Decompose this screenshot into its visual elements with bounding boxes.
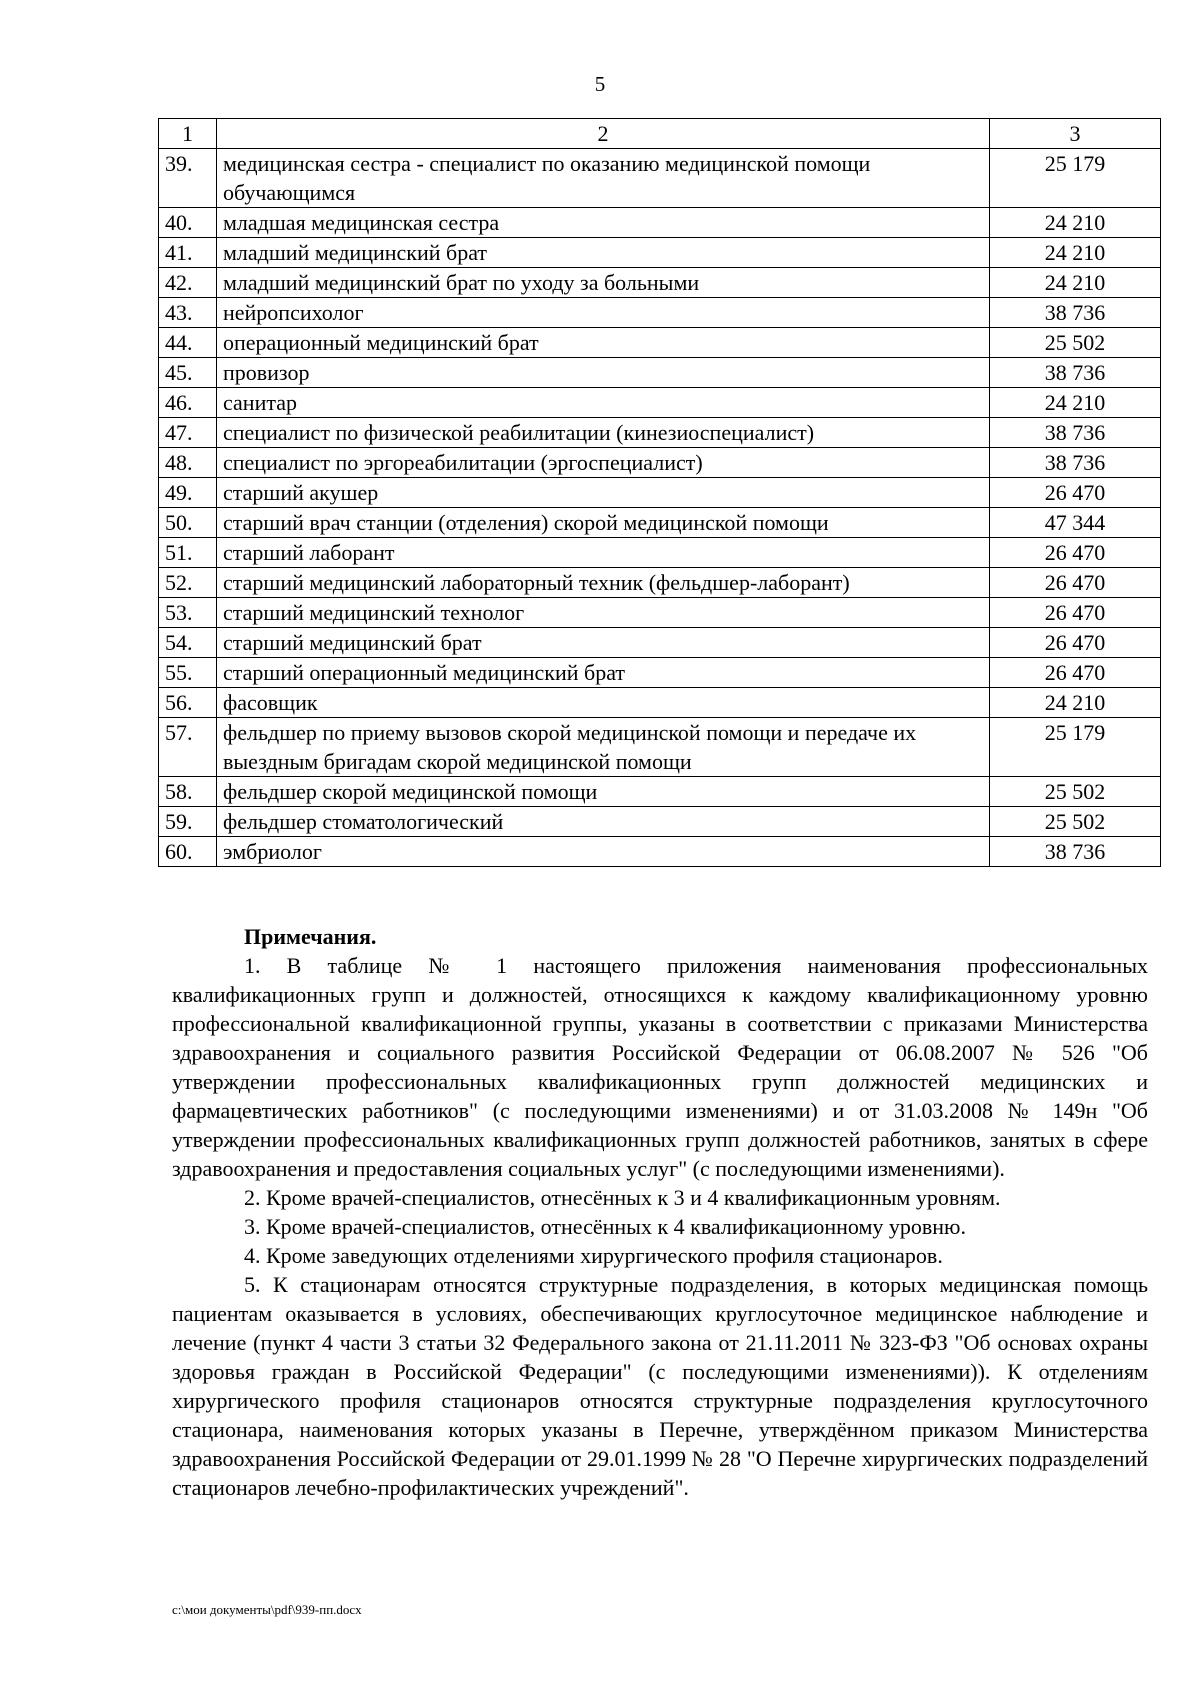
salary-value: 24 210	[990, 688, 1161, 718]
position-name: операционный медицинский брат	[217, 328, 990, 358]
table-row	[159, 328, 1161, 358]
table-row	[159, 538, 1161, 568]
salary-value: 38 736	[990, 837, 1161, 867]
row-number: 43.	[159, 298, 217, 328]
salary-value: 24 210	[990, 388, 1161, 418]
position-name: фасовщик	[217, 688, 990, 718]
table-row	[159, 807, 1161, 837]
notes-section	[172, 922, 1148, 1502]
table-row	[159, 658, 1161, 688]
row-number: 47.	[159, 418, 217, 448]
table-row	[159, 238, 1161, 268]
table-row	[159, 508, 1161, 538]
row-number: 55.	[159, 658, 217, 688]
table-row	[159, 478, 1161, 508]
row-number: 50.	[159, 508, 217, 538]
position-name: фельдшер стоматологический	[217, 807, 990, 837]
table-row	[159, 358, 1161, 388]
position-name: старший лаборант	[217, 538, 990, 568]
position-name: старший операционный медицинский брат	[217, 658, 990, 688]
row-number: 39.	[159, 149, 217, 208]
table-row	[159, 298, 1161, 328]
salary-value: 25 179	[990, 149, 1161, 208]
position-name: фельдшер по приему вызовов скорой медицинской помощи и передаче их выездным бригадам скорой медицинской помощи	[217, 718, 990, 777]
note-item: 1. В таблице № 1 настоящего приложения наименования профессиональных квалификационных групп и должностей, относящихся к каждому квалификационному уровню профессиональной квалификационной группы, указаны в соответствии с приказами Министерства здравоохранения и социального развития Российской Федерации от 06.08.2007 № 526 "Об утверждении профессиональных квалификационных групп должностей медицинских и фармацевтических работников" (с последующими изменениями) и от 31.03.2008 № 149н "Об утверждении профессиональных квалификационных групп должностей работников, занятых в сфере здравоохранения и предоставления социальных услуг" (с последующими изменениями).	[172, 953, 1148, 1181]
table-row	[159, 568, 1161, 598]
salary-value: 25 502	[990, 328, 1161, 358]
salary-value: 24 210	[990, 208, 1161, 238]
position-name: младшая медицинская сестра	[217, 208, 990, 238]
salary-value: 24 210	[990, 268, 1161, 298]
page-number: 5	[594, 72, 606, 96]
row-number: 53.	[159, 598, 217, 628]
salary-value: 25 502	[990, 807, 1161, 837]
header-col-1: 1	[159, 119, 217, 149]
position-name: санитар	[217, 388, 990, 418]
header-col-3: 3	[990, 119, 1161, 149]
row-number: 58.	[159, 777, 217, 807]
salary-value: 26 470	[990, 628, 1161, 658]
salary-value: 26 470	[990, 598, 1161, 628]
salary-value: 38 736	[990, 448, 1161, 478]
note-item: 4. Кроме заведующих отделениями хирургического профиля стационаров.	[244, 1243, 943, 1268]
row-number: 40.	[159, 208, 217, 238]
header-col-2: 2	[217, 119, 990, 149]
salary-value: 25 179	[990, 718, 1161, 777]
row-number: 46.	[159, 388, 217, 418]
table-row	[159, 268, 1161, 298]
table-row	[159, 448, 1161, 478]
salary-value: 38 736	[990, 418, 1161, 448]
row-number: 59.	[159, 807, 217, 837]
note-item: 5. К стационарам относятся структурные подразделения, в которых медицинская помощь пациентам оказывается в условиях, обеспечивающих круглосуточное медицинское наблюдение и лечение (пункт 4 части 3 статьи 32 Федерального закона от 21.11.2011 № 323-ФЗ "Об основах охраны здоровья граждан в Российской Федерации" (с последующими изменениями)). К отделениям хирургического профиля стационаров относятся структурные подразделения круглосуточного стационара, наименования которых указаны в Перечне, утверждённом приказом Министерства здравоохранения Российской Федерации от 29.01.1999 № 28 "О Перечне хирургических подразделений стационаров лечебно-профилактических учреждений".	[172, 1272, 1148, 1500]
salary-value: 26 470	[990, 658, 1161, 688]
row-number: 57.	[159, 718, 217, 777]
position-name: старший медицинский технолог	[217, 598, 990, 628]
position-name: провизор	[217, 358, 990, 388]
position-name: медицинская сестра - специалист по оказанию медицинской помощи обучающимся	[217, 149, 990, 208]
file-path-footer: c:\мои документы\pdf\939-пп.docx	[172, 1602, 362, 1617]
salary-value: 24 210	[990, 238, 1161, 268]
row-number: 44.	[159, 328, 217, 358]
position-name: эмбриолог	[217, 837, 990, 867]
salary-value: 26 470	[990, 538, 1161, 568]
table-row	[159, 149, 1161, 208]
table-row	[159, 718, 1161, 777]
position-name: младший медицинский брат по уходу за больными	[217, 268, 990, 298]
salary-value: 47 344	[990, 508, 1161, 538]
salary-value: 38 736	[990, 358, 1161, 388]
row-number: 54.	[159, 628, 217, 658]
table-row	[159, 418, 1161, 448]
position-name: фельдшер скорой медицинской помощи	[217, 777, 990, 807]
position-name: старший врач станции (отделения) скорой медицинской помощи	[217, 508, 990, 538]
table-row	[159, 388, 1161, 418]
position-name: младший медицинский брат	[217, 238, 990, 268]
note-item: 3. Кроме врачей-специалистов, отнесённых к 4 квалификационному уровню.	[244, 1214, 966, 1239]
position-name: старший медицинский брат	[217, 628, 990, 658]
table-row	[159, 837, 1161, 867]
salary-table	[158, 118, 1161, 867]
position-name: старший медицинский лабораторный техник (фельдшер-лаборант)	[217, 568, 990, 598]
salary-value: 26 470	[990, 568, 1161, 598]
table-row	[159, 598, 1161, 628]
row-number: 52.	[159, 568, 217, 598]
salary-value: 26 470	[990, 478, 1161, 508]
note-item: 2. Кроме врачей-специалистов, отнесённых к 3 и 4 квалификационным уровням.	[244, 1185, 1001, 1210]
salary-value: 38 736	[990, 298, 1161, 328]
table-body	[159, 149, 1161, 867]
salary-value: 25 502	[990, 777, 1161, 807]
row-number: 41.	[159, 238, 217, 268]
row-number: 56.	[159, 688, 217, 718]
row-number: 49.	[159, 478, 217, 508]
position-name: специалист по эргореабилитации (эргоспециалист)	[217, 448, 990, 478]
position-name: нейропсихолог	[217, 298, 990, 328]
row-number: 48.	[159, 448, 217, 478]
row-number: 60.	[159, 837, 217, 867]
notes-title: Примечания.	[244, 924, 377, 949]
position-name: специалист по физической реабилитации (кинезиоспециалист)	[217, 418, 990, 448]
table-row	[159, 628, 1161, 658]
table-header-row	[159, 119, 1161, 149]
row-number: 51.	[159, 538, 217, 568]
table-row	[159, 777, 1161, 807]
row-number: 42.	[159, 268, 217, 298]
row-number: 45.	[159, 358, 217, 388]
table-row	[159, 688, 1161, 718]
position-name: старший акушер	[217, 478, 990, 508]
table-row	[159, 208, 1161, 238]
